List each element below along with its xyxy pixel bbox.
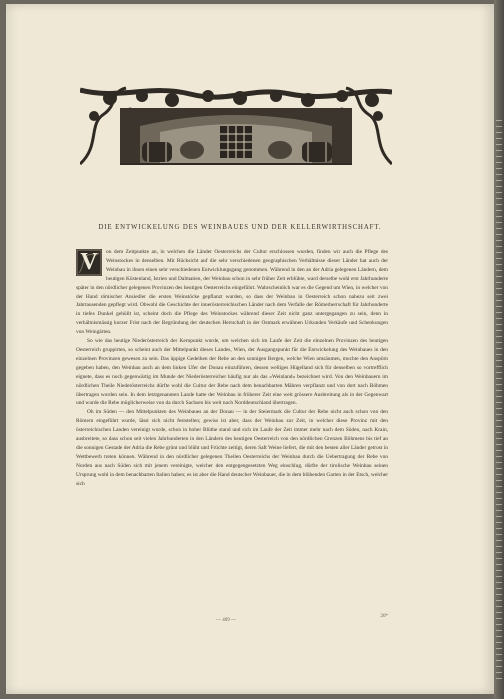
dropcap-initial (76, 249, 102, 276)
paragraph-1: on dem Zeitpunkte an, in welchen die Länder Oesterreichs der Cultur erschlossen wurden, finden wir auch die Pflege des Weinstockes in denselben. Mit Rücksicht auf die sehr verschiedenen geographischen Verhältnisse dieser Länder hat auch der Weinbau in ihnen einen sehr verschiedenen Entwicklungsgang genommen. Während in den an der Adria gelegenen Ländern, dem heutigen Küstenland, Istrien und Dalmatien, der Weinbau schon in sehr früher Zeit erblühte, ward derselbe wohl erst Jahrhunderte später in den nördlicher gelegenen Provinzen des heutigen Oesterreichs eingeführt. Wahrscheinlich war es die Gegend um Wien, in welcher von der Hand römischer Ansiedler die ersten Weinstöcke gepflanzt wurden, so dass der Weinbau in Oesterreich schon nahezu seit zwei Jahrtausenden gepflegt wird. Obwohl die Geschichte der innerösterreichischen Länder nach dem Verfalle der Römerherrschaft für Jahrhunderte in tiefes Dunkel gehüllt ist, scheint doch die Pflege des Weinstockes während dieser Zeit nicht ganz untergegangen zu sein, denn in verhältnismässig kurzer Frist nach der Begründung der deutschen Herrschaft in der Ostmark erwähnen Urkunden Verkäufe und Schenkungen von Weingärten. (76, 249, 388, 336)
paragraph-2: So wie das heutige Niederösterreich der Kernpunkt wurde, um welchen sich im Laufe der Zeit die einzelnen Provinzen des heutigen Oesterreich gruppirten, so scheint auch der Mittelpunkt dieses Landes, Wien, der Ausgangspunkt für die Entwickelung des Weinbaues in den einzelnen Provinzen gewesen zu sein. Das üppige Gedeihen der Rebe an den sonnigen Bergen, welche Wien umsäumen, mochte den Anspörn gegeben haben, den Weinbau auch an dem linken Ufer der Donau einzuführen, dessen welliges Hügelland sich für denselben so vortrefflich eignete, dass es noch gegenwärtig im Munde der Niederösterreicher häufig nur als das »Weinland« bezeichnet wird. Von den Weinbauern im nördlichen Theile Niederösterreichs dürfte wohl die Cultur der Rebe nach dem benachbarten Mähren verpflanzt und von dort nach Böhmen übertragen worden sein. In dem letztgenannten Lande hatte der Weinbau in früherer Zeit eine weit grössere Ausbreitung als in der Gegenwart und wurde die Rebe möglicherweise von da durch Sachsen bis weit nach Norddeutschland übertragen. (76, 338, 388, 407)
scan-ruler (496, 120, 502, 680)
dropcap-letter: V (80, 249, 98, 275)
paragraph-3: Oh im Süden — den Mittelpunkten des Weinbaues an der Donau — in der Steiermark die Cultur der Rebe nicht auch schon von den Römern eingeführt wurde, lässt sich nicht feststellen; gewiss ist aber, dass der Weinbau zur Zeit, in welcher diese Provinz mit den österreichischen Landen vereinigt wurde, schon in hoher Blüthe stand und sich im Laufe der Zeit immer mehr nach dem Süden, nach Krain, ausbreitete, so dass schon seit vielen Jahrhunderten in den Ländern des heutigen Oesterreich von den nördlichen Grenzen Böhmens bis tief an die sonnigen Gestade der Adria die Rebe grünt und blüht und Früchte zeitigt, deren Saft Weine liefert, die mit den besten aller Länder getrost in Wettbewerb treten können. Während in den nördlicher gelegenen Theilen Oesterreichs der Weinbau durch die Uebertragung der Rebe von Norden aus nach Süden sich mit jenem vereinigte, welcher den entgegengesetzten Weg einschlug, dürfte der tirolische Weinbau seinen Ursprung wohl in dem benachbarten Italien haben; es ist aber die Hand deutscher Weinbauer, die in dem blühenden Garten in der Etsch, welcher sich (76, 409, 388, 487)
page-number: — 409 — (216, 618, 236, 623)
signature-mark: 26* (380, 614, 388, 619)
chapter-heading: DIE ENTWICKELUNG DES WEINBAUES UND DER KELLERWIRTHSCHAFT. (98, 224, 382, 231)
body-text (76, 248, 388, 488)
page-footer (76, 614, 396, 630)
headpiece-illustration (80, 86, 392, 168)
